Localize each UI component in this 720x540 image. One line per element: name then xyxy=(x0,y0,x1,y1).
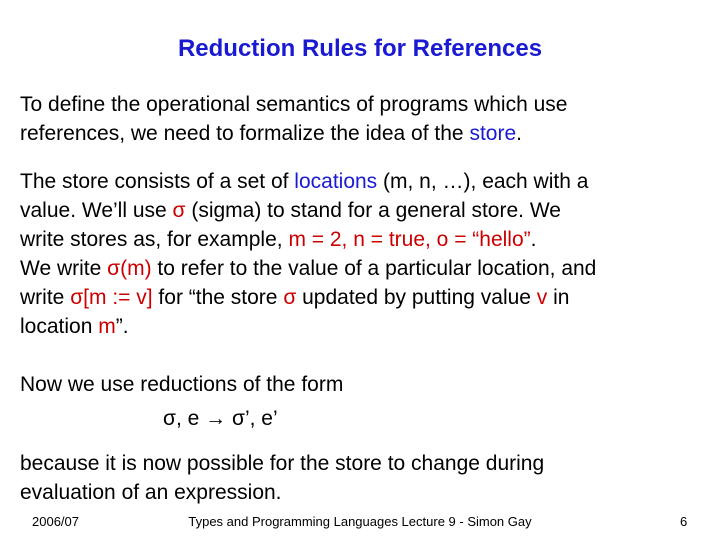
store-line-4: We write σ(m) to refer to the value of a particular location, and xyxy=(20,257,597,280)
explanation-line-2: evaluation of an expression. xyxy=(20,481,282,504)
value-v: v xyxy=(536,286,548,309)
intro-paragraph xyxy=(20,90,710,148)
store-paragraph xyxy=(20,167,710,341)
reduction-formula: σ, e → σ’, e’ xyxy=(163,407,278,430)
sigma-symbol: σ xyxy=(172,199,186,222)
term-locations: locations xyxy=(294,170,378,193)
intro-line-2: references, we need to formalize the idea of the store. xyxy=(20,122,522,145)
slide-title: Reduction Rules for References xyxy=(177,35,543,62)
intro-line-1: To define the operational semantics of programs which use xyxy=(20,93,568,116)
store-line-1: The store consists of a set of locations (m, n, …), each with a xyxy=(20,170,589,193)
store-line-2: value. We’ll use σ (sigma) to stand for a general store. We xyxy=(20,199,561,222)
footer-page-number: 6 xyxy=(680,514,688,529)
sigma-lookup: σ(m) xyxy=(107,257,152,280)
term-store: store xyxy=(469,122,517,145)
store-line-6: location m”. xyxy=(20,315,129,338)
reductions-intro: Now we use reductions of the form xyxy=(20,373,344,396)
footer-course: Types and Programming Languages Lecture 9 - Simon Gay xyxy=(188,514,532,529)
store-line-5: write σ[m := v] for “the store σ updated by putting value v in xyxy=(20,286,570,309)
explanation-paragraph xyxy=(20,449,710,507)
location-m: m xyxy=(98,315,116,338)
store-line-3: write stores as, for example, m = 2, n = true, o = “hello”. xyxy=(20,228,537,251)
sigma-symbol: σ xyxy=(283,286,297,309)
store-example: m = 2, n = true, o = “hello” xyxy=(288,228,531,251)
footer-date: 2006/07 xyxy=(32,514,79,529)
sigma-update: σ[m := v] xyxy=(70,286,153,309)
explanation-line-1: because it is now possible for the store to change during xyxy=(20,452,545,475)
